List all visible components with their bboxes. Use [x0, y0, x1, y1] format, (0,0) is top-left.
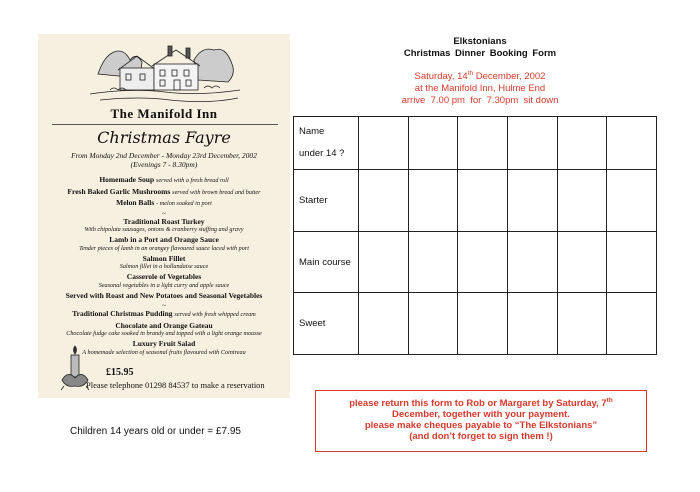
menu-course [42, 310, 286, 319]
course-name: Traditional Christmas Pudding [72, 309, 173, 318]
entry-cell[interactable] [607, 117, 657, 170]
entry-cell[interactable] [507, 170, 557, 232]
course-name-line [42, 188, 286, 197]
event-info [360, 68, 600, 107]
entry-cell[interactable] [408, 293, 458, 355]
notice-line2: December, together with your payment. [392, 409, 570, 421]
course-name: Melon Balls [116, 198, 155, 207]
grid-row [294, 117, 657, 170]
entry-cell[interactable] [557, 170, 607, 232]
divider [52, 124, 278, 125]
menu-price: £15.95 [106, 367, 134, 378]
course-description: With chipolata sausages, onions & cranberry stuffing and gravy [84, 226, 244, 233]
entry-cell[interactable] [507, 232, 557, 293]
row-label: Main course [294, 232, 359, 293]
course-suffix: served with a fresh bread roll [155, 177, 229, 184]
course-suffix: served with brown bread and butter [172, 188, 261, 196]
course-name: Luxury Fruit Salad [132, 339, 196, 348]
row-label: Starter [294, 170, 359, 232]
entry-cell[interactable] [507, 293, 557, 355]
menu-course [42, 218, 286, 234]
course-description: Salmon fillet in a hollandaise sauce [119, 263, 209, 270]
entry-cell[interactable] [359, 117, 409, 170]
entry-cell[interactable] [458, 232, 508, 293]
menu-course [42, 322, 286, 338]
entry-cell[interactable] [359, 170, 409, 232]
course-name: Fresh Baked Garlic Mushrooms [67, 186, 171, 196]
menu-dates [48, 151, 280, 169]
course-description: A homemade selection of seasonal fruits flavoured with Cointreau [82, 348, 246, 356]
menu-course [42, 255, 286, 271]
separator-mark: ~ [162, 302, 166, 310]
course-name: Chocolate and Orange Gateau [115, 320, 213, 330]
course-description: Seasonal vegetables in a light curry and apple sauce [98, 281, 230, 289]
notice-line1: please return this form to Rob or Margaret by Saturday, 7th [349, 397, 613, 410]
entry-cell[interactable] [458, 170, 508, 232]
row-label: Sweet [294, 293, 359, 355]
notice-line4: (and don’t forget to sign them !) [409, 431, 553, 443]
course-name: Salmon Fillet [142, 253, 186, 263]
event-date: Saturday, 14th December, 2002 [414, 70, 546, 83]
separator-mark: ~ [162, 209, 166, 218]
entry-cell[interactable] [507, 117, 557, 170]
form-header [360, 36, 600, 107]
menu-course [42, 188, 286, 197]
course-name: Casserole of Vegetables [126, 272, 202, 281]
event-times: arrive 7.00 pm for 7.30pm sit down [401, 95, 559, 107]
entry-cell[interactable] [557, 232, 607, 293]
menu-course [42, 199, 286, 208]
course-description: Tender pieces of lamb in an orangey flavoured sauce laced with port [79, 244, 249, 252]
course-description: Chocolate fudge cake soaked in brandy and topped with a light orange mousse [66, 330, 262, 337]
row-label-line2: under 14 ? [299, 148, 345, 159]
inn-illustration [90, 34, 240, 108]
return-notice [315, 390, 647, 452]
form-title: Christmas Dinner Booking Form [403, 48, 557, 59]
entry-cell[interactable] [607, 232, 657, 293]
course-name-line [42, 255, 286, 264]
children-price-note: Children 14 years old or under = £7.95 [70, 426, 241, 437]
grid-row [294, 170, 657, 232]
menu-courses [42, 176, 286, 359]
course-name: Lamb in a Port and Orange Sauce [109, 235, 219, 244]
entry-cell[interactable] [359, 293, 409, 355]
booking-grid [293, 116, 657, 355]
org-name: Elkstonians [453, 36, 507, 47]
entry-cell[interactable] [408, 232, 458, 293]
menu-dates-line2: (Evenings 7 - 8.30pm) [130, 160, 198, 169]
grid-row [294, 293, 657, 355]
course-name: Homemade Soup [99, 175, 155, 184]
menu-card [38, 34, 290, 398]
inn-name: The Manifold Inn [110, 106, 218, 121]
course-name-line [42, 322, 286, 331]
course-suffix: - melon soaked in port [156, 200, 212, 207]
course-name-line [42, 199, 286, 208]
row-label [294, 117, 359, 170]
entry-cell[interactable] [557, 117, 607, 170]
menu-dates-line1: From Monday 2nd December - Monday 23rd December, 2002 [71, 151, 257, 160]
menu-course [42, 236, 286, 252]
course-name-line [42, 310, 286, 319]
row-label-line1: Name [299, 126, 325, 137]
course-name: Traditional Roast Turkey [123, 216, 205, 226]
course-suffix: served with fresh whipped cream [174, 311, 256, 318]
notice-line3: please make cheques payable to “The Elkstonians” [364, 420, 598, 432]
course-name-line [42, 218, 286, 227]
course-name-line [42, 292, 286, 301]
menu-course [42, 176, 286, 185]
course-name-line [42, 236, 286, 245]
entry-cell[interactable] [607, 293, 657, 355]
course-name-line [42, 273, 286, 282]
menu-course [42, 292, 286, 301]
menu-course [42, 273, 286, 289]
entry-cell[interactable] [557, 293, 607, 355]
grid-row [294, 232, 657, 293]
entry-cell[interactable] [607, 170, 657, 232]
course-name-line [42, 176, 286, 185]
event-venue: at the Manifold Inn, Hulme End [414, 83, 546, 95]
menu-phone: Please telephone 01298 84537 to make a reservation [86, 380, 265, 390]
entry-cell[interactable] [408, 117, 458, 170]
entry-cell[interactable] [359, 232, 409, 293]
entry-cell[interactable] [408, 170, 458, 232]
entry-cell[interactable] [458, 117, 508, 170]
menu-title: Christmas Fayre [97, 128, 231, 147]
entry-cell[interactable] [458, 293, 508, 355]
course-name: Served with Roast and New Potatoes and Seasonal Vegetables [65, 290, 263, 300]
